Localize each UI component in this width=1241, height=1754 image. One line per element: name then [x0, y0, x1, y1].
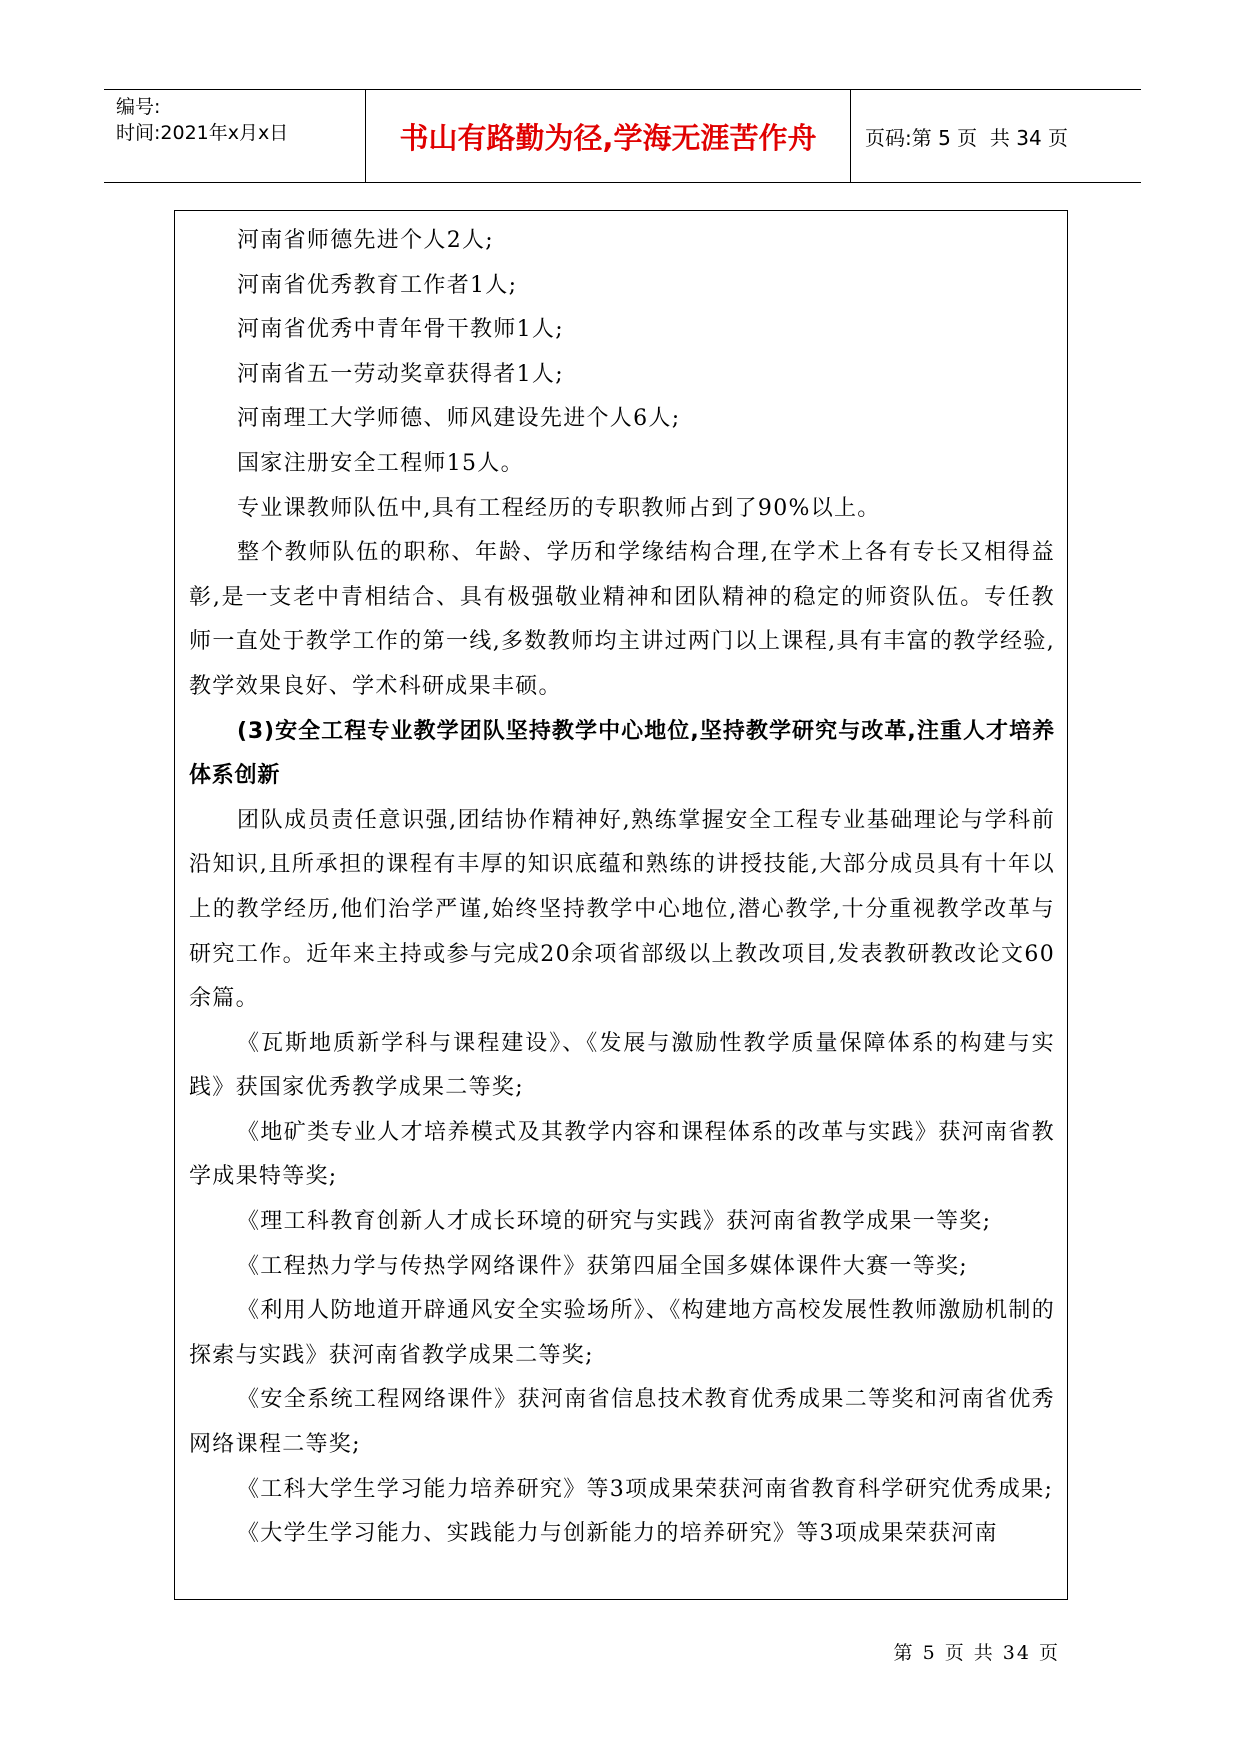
page-label: 页码:第 5 页 共 34 页 [865, 125, 1069, 150]
content-box [174, 210, 1068, 1600]
header-motto: 书山有路勤为径,学海无涯苦作舟 [366, 90, 851, 182]
paragraph: 河南省五一劳动奖章获得者1人; [237, 361, 564, 387]
page-header [104, 89, 1141, 183]
paragraph: 《工科大学生学习能力培养研究》等3项成果荣获河南省教育科学研究优秀成果; [237, 1476, 1054, 1502]
paragraph: 《理工科教育创新人才成长环境的研究与实践》获河南省教学成果一等奖; [237, 1209, 992, 1235]
section-heading: (3)安全工程专业教学团队坚持教学中心地位,坚持教学研究与改革,注重人才培养体系创新 [189, 718, 1055, 789]
paragraph: 《大学生学习能力、实践能力与创新能力的培养研究》等3项成果荣获河南 [237, 1521, 998, 1547]
paragraph: 河南省师德先进个人2人; [237, 228, 495, 253]
paragraph: 《利用人防地道开辟通风安全实验场所》、《构建地方高校发展性教师激励机制的探索与实践》获河南省教学成果二等奖; [189, 1298, 1055, 1368]
paragraph: 整个教师队伍的职称、年龄、学历和学缘结构合理,在学术上各有专长又相得益彰,是一支老中青相结合、具有极强敬业精神和团队精神的稳定的师资队伍。专任教师一直处于教学工作的第一线,多数教师均主讲过两门以上课程,具有丰富的教学经验,教学效果良好、学术科研成果丰硕。 [189, 540, 1055, 699]
paragraph: 河南省优秀教育工作者1人; [237, 272, 518, 298]
page-footer: 第 5 页 共 34 页 [893, 1642, 1060, 1664]
time-label: 时间:2021年x月x日 [116, 122, 289, 144]
number-label: 编号: [116, 96, 161, 118]
header-meta [104, 90, 366, 182]
paragraph: 《地矿类专业人才培养模式及其教学内容和课程体系的改革与实践》获河南省教学成果特等奖; [189, 1119, 1055, 1190]
paragraph: 国家注册安全工程师15人。 [237, 450, 524, 476]
paragraph: 河南理工大学师德、师风建设先进个人6人; [237, 406, 681, 432]
paragraph: 专业课教师队伍中,具有工程经历的专职教师占到了90%以上。 [237, 495, 881, 521]
paragraph: 《安全系统工程网络课件》获河南省信息技术教育优秀成果二等奖和河南省优秀网络课程二等奖; [189, 1387, 1055, 1458]
paragraph: 《瓦斯地质新学科与课程建设》、《发展与激励性教学质量保障体系的构建与实践》获国家优秀教学成果二等奖; [189, 1030, 1055, 1101]
header-page-info [851, 90, 1141, 182]
paragraph: 河南省优秀中青年骨干教师1人; [237, 317, 564, 343]
paragraph: 团队成员责任意识强,团结协作精神好,熟练掌握安全工程专业基础理论与学科前沿知识,且所承担的课程有丰厚的知识底蕴和熟练的讲授技能,大部分成员具有十年以上的教学经历,他们治学严谨,始终坚持教学中心地位,潜心教学,十分重视教学改革与研究工作。近年来主持或参与完成20余项省部级以上教改项目,发表教研教改论文60余篇。 [189, 807, 1055, 1012]
paragraph: 《工程热力学与传热学网络课件》获第四届全国多媒体课件大赛一等奖; [237, 1253, 969, 1279]
